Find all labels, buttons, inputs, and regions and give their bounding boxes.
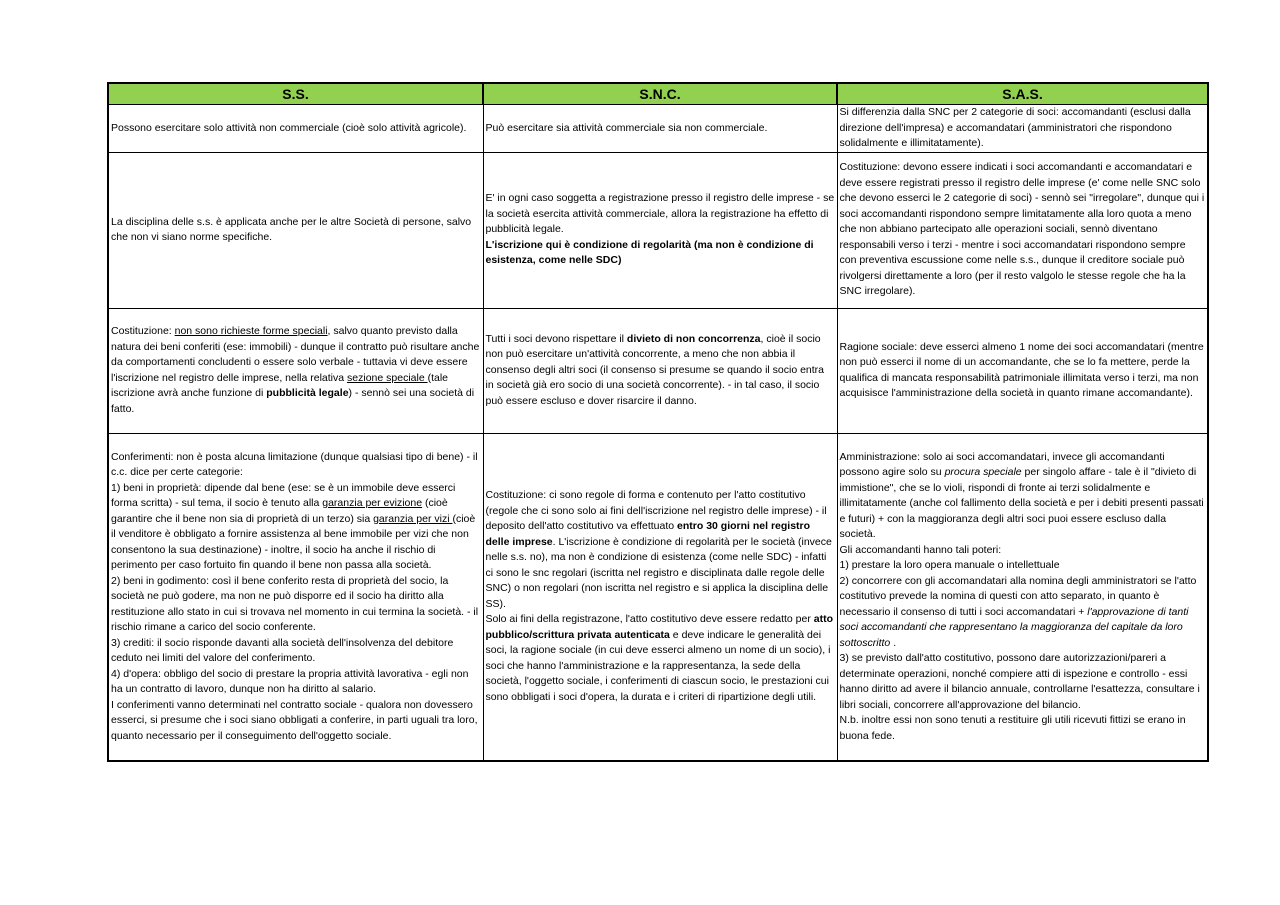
cell-snc-activity: Può esercitare sia attività commerciale sia non commerciale. [483,105,837,153]
text-line: 4) d'opera: obbligo del socio di prestare la propria attività lavorativa - egli non ha un contratto di lavoro, dunque non ha diritto al salario. [111,667,469,695]
text-span: (tale iscrizione avrà anche funzione di [111,371,449,399]
text-line [840,450,1206,543]
row-registration [108,152,1208,308]
text-span: 1) beni in proprietà: dipende dal bene (ese: se è un immobile deve esserci forma scritta) - sul tema, il socio è tenuto alla [111,481,456,509]
cell-snc-constitution [483,433,837,761]
underlined-text: garanzia per vizi [373,512,453,525]
comparison-table [107,82,1209,762]
snc-registration-bold: L'iscrizione qui è condizione di regolarità (ma non è condizione di esistenza, come nelle SDC) [485,238,814,267]
text-line: 3) crediti: il socio risponde davanti alla società dell'insolvenza del debitore ceduto nei limiti del valore del conferimento. [111,636,454,664]
text-span: Amministrazione: solo ai soci accomandatari, invece gli accomandanti possono agire solo su [839,450,1165,478]
text-line: N.b. inoltre essi non sono tenuti a restituire gli utili ricevuti fittizi se erano in buona fede. [839,714,1186,742]
cell-ss-contributions [108,433,483,761]
cell-sas-administration [837,433,1208,761]
text-span: (cioè garantire che il bene non sia di proprietà di un terzo) sia [111,497,448,525]
text-line [486,612,835,705]
text-span: e deve indicare le generalità dei soci, la ragione sociale (in cui deve esserci almeno un nome di un socio), i soci che hanno l'amministrazione e la rappresentanza, la sede della società, l'oggetto sociale, i conferimenti di ciascun socio, le prestazioni cui sono obbligati i soci d'opera, la durata e i criteri di ripartizione degli utili. [485,628,831,703]
header-sas: S.A.S. [837,83,1208,105]
underlined-text: garanzia per evizione [322,497,423,509]
text-line: 1) prestare la loro opera manuale o intellettuale [839,559,1060,571]
cell-sas-registration: Costituzione: devono essere indicati i soci accomandanti e accomandatari e deve essere registrati presso il registro delle imprese (e' come nelle SNC solo che devono esserci le 2 categorie di soci) - sennò sei "irregolare", dunque qui i soci accomandanti rispondono sempre limitatamente alla loro quota a meno che non abbiano partecipato alle operazioni sociali, sennò diventano responsabili verso i terzi - mentre i soci accomandatari rispondono sempre con preventiva escussione come nelle s.s., dunque il creditore sociale può rivolgersi direttamente a loro (per il resto valgolo le stesse regole che ha la SNC irregolare). [837,152,1208,308]
bold-text: divieto di non concorrenza [626,332,761,345]
text-line [840,574,1206,652]
snc-registration-text: E' in ogni caso soggetta a registrazione presso il registro delle imprese - se la società esercita attività commerciale, allora la registrazione ha effetto di pubblicità legale. [485,192,835,236]
cell-ss-activity: Possono esercitare solo attività non commerciale (cioè solo attività agricole). [108,105,483,153]
text-span: Solo ai fini della registrazone, l'atto costitutivo deve essere redatto per [485,613,814,626]
underlined-text: sezione speciale [347,371,428,384]
text-span: . L'iscrizione è condizione di regolarità per le società (invece nelle s.s. no), ma non è condizione di esistenza (come nelle SDC) - infatti ci sono le snc regolari (iscritta nel registro e disciplinata dalle regole delle SNC) o non regolari (non iscritta nel registro e si applica la disciplina delle SS). [485,535,832,610]
cell-sas-activity: Si differenzia dalla SNC per 2 categorie di soci: accomandanti (esclusi dalla direzione dell'impresa) e accomandatari (amministratori che rispondono solidalmente e illimitatamente). [837,105,1208,153]
bold-text: entro 30 giorni nel registro delle imprese [485,520,811,548]
text-span: Costituzione: [111,325,175,337]
text-line: Gli accomandanti hanno tali poteri: [839,543,1002,556]
italic-text: procura speciale [944,466,1022,478]
text-line [486,488,835,612]
underlined-text: non sono richieste forme speciali [174,325,328,337]
text-line: 3) se previsto dall'atto costitutivo, possono dare autorizzazioni/pareri a determinate operazioni, nonché compiere atti di ispezione e controllo - essi hanno diritto ad avere il bilancio annuale, controllarne l'esattezza, consultare i libri sociali, concorrere all'approvazione del bilancio. [839,652,1200,711]
row-contributions [108,433,1208,761]
bold-text: pubblicità legale [266,387,349,399]
header-snc: S.N.C. [483,83,837,105]
cell-ss-constitution [108,308,483,433]
text-line: Conferimenti: non è posta alcuna limitazione (dunque qualsiasi tipo di bene) - il c.c. dice per certe categorie: [111,450,478,478]
text-span: (cioè il venditore è obbligato a fornire assistenza al bene immobile per vizi che non consentono la sua destinazione) - inoltre, il socio ha anche il rischio di perimento per caso fortuito fin quando il bene non passa alla società. [111,512,476,571]
cell-ss-registration: La disciplina delle s.s. è applicata anche per le altre Società di persone, salvo che non vi siano norme specifiche. [108,152,483,308]
text-span: ) - sennò sei una società di fatto. [111,387,475,415]
cell-snc-registration [483,152,837,308]
text-line: I conferimenti vanno determinati nel contratto sociale - qualora non dovessero esserci, si presume che i soci siano obbligati a conferire, in parti uguali tra loro, quanto necessario per il conseguimento dell'oggetto sociale. [111,698,478,742]
header-ss: S.S. [108,83,483,105]
text-span: . [890,636,897,649]
bold-text: atto pubblico/scrittura privata autenticata [485,613,834,641]
row-activity [108,105,1208,153]
cell-sas-company-name: Ragione sociale: deve esserci almeno 1 nome dei soci accomandatari (mentre non può esserci il nome di un accomandante, che se lo fa mettere, perde la qualifica di mancata responsabilità patrimoniale illimitata verso i terzi, ma non acquisisce l'amministrazione della società in quanto rimane accomandante). [837,308,1208,433]
text-span: , cioè il socio non può esercitare un'attività concorrente, a meno che non abbia il consenso degli altri soci (il consenso si presume se quando il socio entra in società già ero socio di una società concorrente). - in tal caso, il socio può essere escluso e dover risarcire il danno. [485,332,825,407]
text-span: Tutti i soci devono rispettare il [485,332,627,345]
text-span: 2) concorrere con gli accomandatari alla nomina degli amministratori se l'atto costitutivo prevede la nomina di questi con atto separato, in quanto è necessario il consenso di tutti i soci accomandatari + [839,574,1197,618]
text-line [111,481,481,574]
text-span: , salvo quanto previsto dalla natura dei beni conferiti (ese: immobili) - dunque il contratto può risultare anche da comportamenti concludenti o essere solo verbale - tuttavia vi deve essere l'iscrizione nel registro delle imprese, nella relativa [111,325,480,384]
text-span: Costituzione: ci sono regole di forma e contenuto per l'atto costitutivo (regole che ci sono solo ai fini dell'iscrizione nel registro delle imprese) - il deposito dell'atto costitutivo va effettuato [485,489,827,533]
cell-snc-competition [483,308,837,433]
text-line: 2) beni in godimento: così il bene conferito resta di proprietà del socio, la società ne può godere, ma non ne può disporre ed il socio ha diritto alla restituzione allo stato in cui si trovava nel momento in cui termina la società. - il rischio rimane a carico del socio conferente. [111,574,479,633]
header-row [108,83,1208,105]
row-constitution [108,308,1208,433]
text-span: per singolo affare - tale è il "divieto di immistione", che se lo violi, rispondi di fronte ai terzi solidalmente e illimitatamente (anche col fallimento della società e per i debiti presenti passati e futuri) + con la maggioranza degli altri soci puoi essere escluso dalla società. [839,466,1204,540]
italic-text: l'approvazione di tanti soci accomandanti che rappresentano la maggioranza del capitale da loro sottoscritto [839,605,1189,649]
